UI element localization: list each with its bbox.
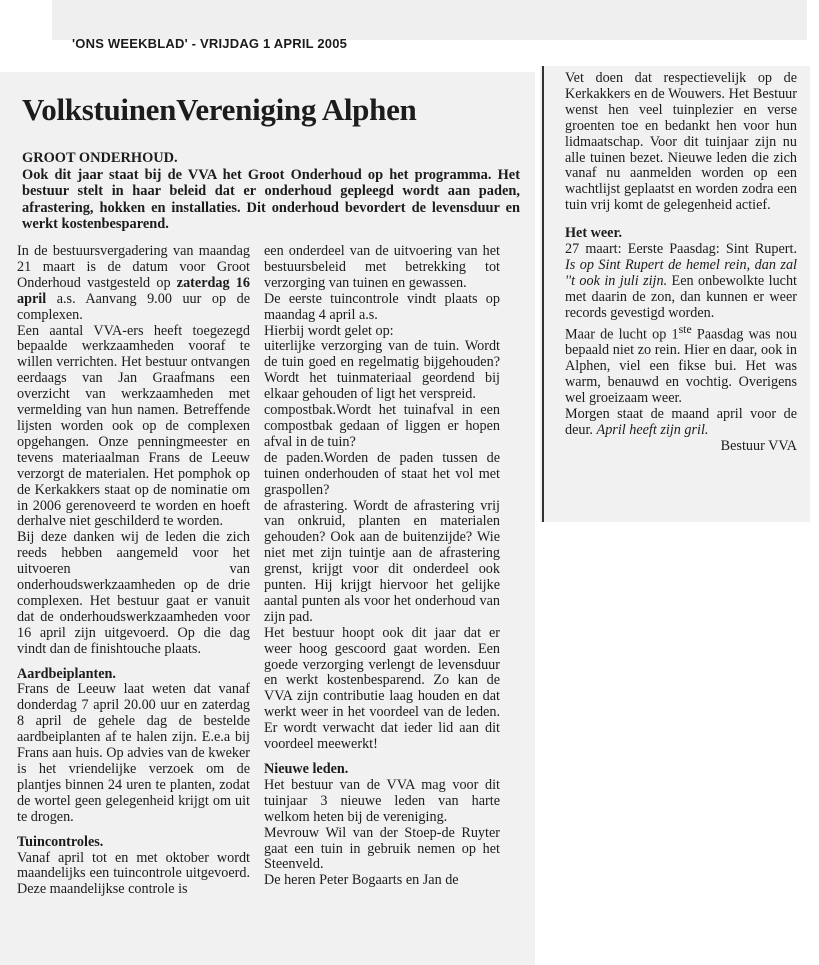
article-lead	[22, 150, 520, 233]
paragraph: de afrastering. Wordt de afrastering vrij van onkruid, planten en materialen gehouden? Ook aan de buitenzijde? Wie niet met zijn tuintje aan de afrastering grenst, krijgt voor dit onderdeel ook punten. Hij krijgt hiervoor het gelijke aantal punten als voor het onderhoud van zijn pad.	[264, 497, 500, 625]
paragraph: In de bestuursvergadering van maandag 21 maart is de datum voor Groot Onderhoud vastgesteld op zaterdag 16 april a.s. Aanvang 9.00 uur op de complexen.	[17, 243, 250, 323]
weather-proverb: Is op Sint Rupert de hemel rein, dan zal ''t ook in juli zijn.	[565, 256, 797, 289]
clipping-top-strip	[52, 0, 807, 40]
column-2	[264, 244, 500, 889]
paragraph: Mevrouw Wil van der Stoep-de Ruyter gaat een tuin in gebruik nemen op het Steenveld.	[264, 824, 500, 873]
subheading-nieuwe-leden: Nieuwe leden.	[264, 761, 349, 777]
paragraph: de paden.Worden de paden tussen de tuinen onderhouden of staat het vol met graspollen?	[264, 449, 500, 498]
paragraph: Vanaf april tot en met oktober wordt maandelijks een tuincontrole uitgevoerd. Deze maandelijkse controle is	[17, 849, 250, 898]
newspaper-masthead: 'ONS WEEKBLAD' - VRIJDAG 1 APRIL 2005	[72, 36, 348, 51]
paragraph: 27 maart: Eerste Paasdag: Sint Rupert. Is op Sint Rupert de hemel rein, dan zal ''t ook in juli zijn. Een onbewolkte lucht met daarin de zon, dan kunnen er weer records gevestigd worden.	[565, 241, 797, 321]
closing-proverb: April heeft zijn gril.	[596, 421, 709, 438]
paragraph: Het bestuur hoopt ook dit jaar dat er weer hoog gescoord gaat worden. Een goede verzorging verlengt de levensduur en werkt kostenbesparend. Zo kan de VVA zijn contributie laag houden en dat werkt weer in het voordeel van de leden. Er wordt verwacht dat ieder lid aan dit voordeel meewerkt!	[264, 624, 500, 753]
subheading-het-weer: Het weer.	[565, 225, 622, 242]
signature: Bestuur VVA	[720, 437, 797, 454]
paragraph: Vet doen dat respectievelijk op de Kerkakkers en de Wouwers. Het Bestuur wenst hen veel tuinplezier en verse groenten toe en bedankt hen voor hun lidmaatschap. Voor dit tuinjaar zijn nu alle tuinen bezet. Nieuwe leden die zich vanaf nu aanmelden worden op een wachtlijst geplaatst en worden zodra een tuin vrij komt de gelegenheid actief.	[565, 70, 797, 214]
paragraph: Frans de Leeuw laat weten dat vanaf donderdag 7 april 20.00 uur en zaterdag 8 april de gehele dag de bestelde aardbeiplanten af te halen zijn. E.e.a bij Frans aan huis. Op advies van de kweker is het vriendelijke verzoek om de plantjes binnen 24 uren te planten, zodat de wortel geen gelegenheid krijgt om uit te drogen.	[17, 681, 250, 825]
lead-text: Ook dit jaar staat bij de VVA het Groot Onderhoud op het programma. Het bestuur stelt in haar beleid dat er onderhoud gepleegd wordt aan paden, afrastering, hokken en installaties. Dit onderhoud bevordert de levensduur en werkt kostenbesparend.	[22, 166, 520, 232]
lead-title: GROOT ONDERHOUD.	[22, 150, 178, 166]
paragraph: Maar de lucht op 1ste Paasdag was nou bepaald niet zo rein. Hier en daar, ook in Alphen, viel een fikse bui. Het was warm, benauwd en vochtig. Overigens wel groeizaam weer.	[565, 321, 797, 406]
column-rule	[542, 66, 544, 522]
article-headline: VolkstuinenVereniging Alphen	[22, 92, 417, 127]
paragraph: De eerste tuincontrole vindt plaats op maandag 4 april a.s.	[264, 290, 500, 323]
subheading-aardbeiplanten: Aardbeiplanten.	[17, 665, 116, 682]
paragraph: Morgen staat de maand april voor de deur. April heeft zijn gril.	[565, 405, 797, 438]
paragraph: Hierbij wordt gelet op:	[264, 322, 394, 339]
subheading-tuincontroles: Tuincontroles.	[17, 833, 104, 850]
highlight-date: zaterdag 16 april	[17, 274, 250, 307]
column-3	[565, 71, 797, 455]
paragraph: uiterlijke verzorging van de tuin. Wordt de tuin goed en regelmatig bijgehouden? Wordt het tuinmateriaal geordend bij elkaar gehouden of ligt het verspreid.	[264, 338, 500, 403]
paragraph: Het bestuur van de VVA mag voor dit tuinjaar 3 nieuwe leden van harte welkom heten bij de vereniging.	[264, 776, 500, 825]
paragraph: De heren Peter Bogaarts en Jan de	[264, 872, 459, 889]
paragraph: compostbak.Wordt het tuinafval in een compostbak gedaan of liggen er hopen afval in de tuin?	[264, 402, 500, 450]
paragraph: Bij deze danken wij de leden die zich reeds hebben aangemeld voor het uitvoeren van onderhoudswerkzaamheden op de drie complexen. Het bestuur gaat er vanuit dat de onderhoudswerkzaamheden voor 16 april zijn uitgevoerd. Op die dag vindt dan de finishtouche plaats.	[17, 529, 250, 657]
column-1	[17, 244, 250, 898]
paragraph: Een aantal VVA-ers heeft toegezegd bepaalde werkzaamheden vooraf te willen verrichten. Het bestuur ontvangen eerdaags van Jan Graafmans een overzicht van werkzaamheden met vermelding van hun namen. Betreffende lijsten worden ook op de complexen opgehangen. Onze penningmeester en tevens materiaalman Frans de Leeuw verzorgt de materialen. Het pomphok op de Kerkakkers staat op de nominatie om in 2006 gerenoveerd te worden en hoeft derhalve niet geschilderd te worden.	[17, 322, 250, 530]
paragraph: een onderdeel van de uitvoering van het bestuursbeleid met betrekking tot verzorging van tuinen en gewassen.	[264, 243, 500, 291]
